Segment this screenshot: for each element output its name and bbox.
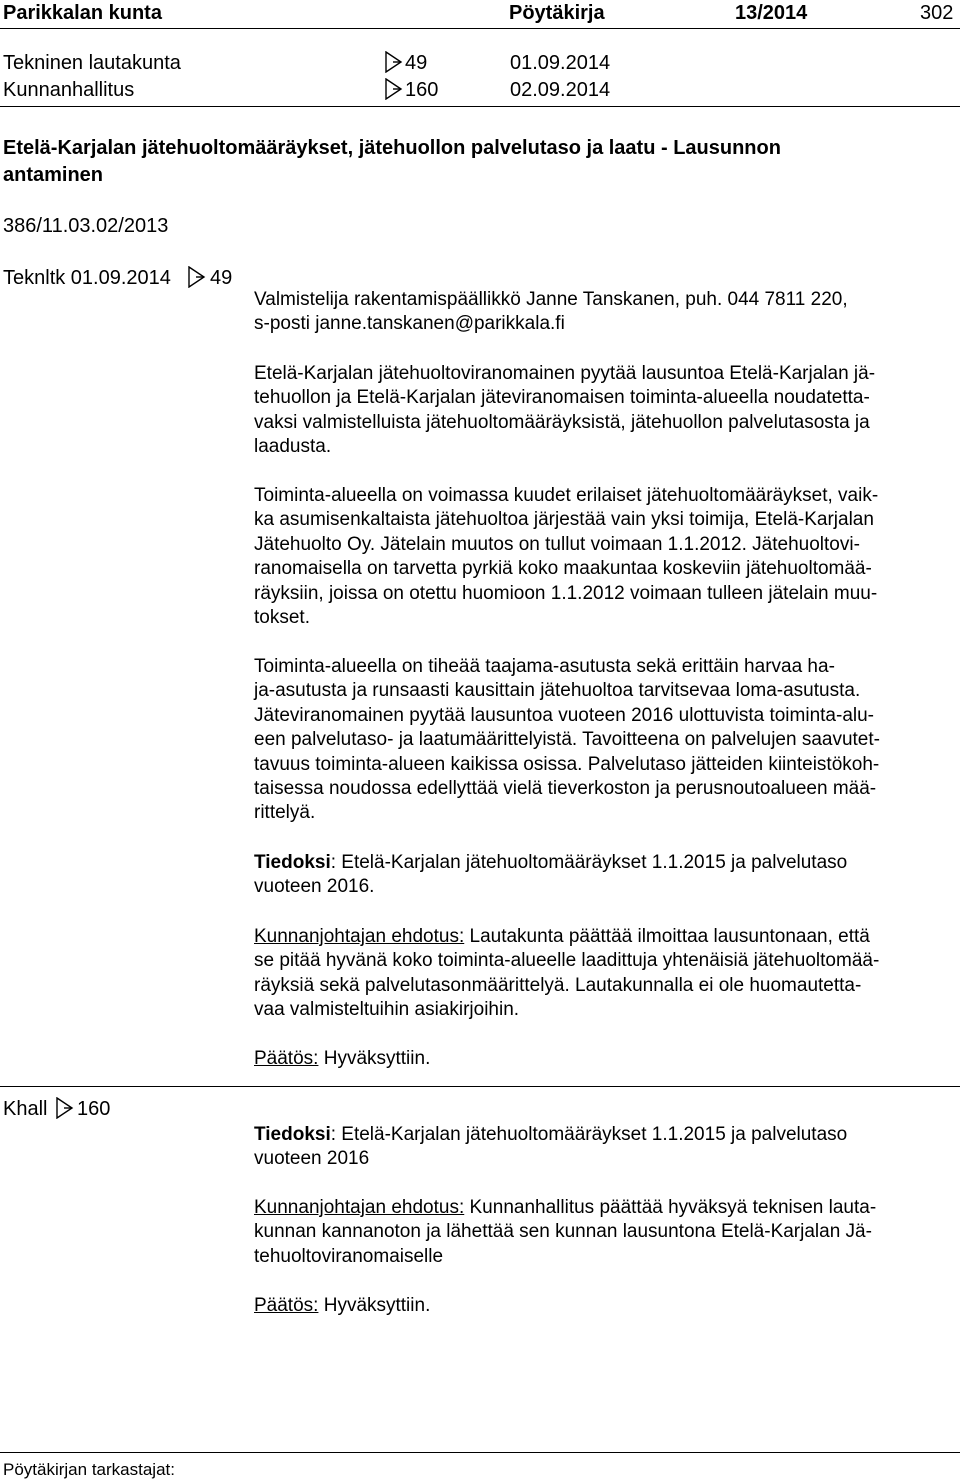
text-line: tokset.	[254, 606, 310, 628]
info-text: vuoteen 2016.	[254, 876, 375, 898]
tekn-section: 49	[210, 267, 233, 289]
decision-block	[254, 1294, 954, 1318]
doc-number: 13/2014	[735, 2, 808, 24]
meeting-date: 02.09.2014	[510, 79, 611, 101]
meeting-date: 01.09.2014	[510, 52, 611, 74]
meeting-section: 160	[405, 79, 439, 101]
proposal-text: tehuoltoviranomaiselle	[254, 1245, 444, 1267]
meeting-body: Tekninen lautakunta	[3, 52, 181, 74]
section-arrow-icon	[187, 266, 207, 288]
header-rule	[0, 28, 960, 29]
info-text: : Etelä-Karjalan jätehuoltomääräykset 1.1.2015 ja palvelutaso	[330, 1124, 848, 1145]
proposal-text: kunnan kannanoton ja lähettää sen kunnan lausuntona Etelä-Karjalan Jä-	[254, 1221, 872, 1243]
meeting-section: 49	[405, 52, 428, 74]
proposal-block	[254, 1196, 954, 1269]
text-line: tavuus toiminta-alueen kaikissa osissa. Palvelutaso jätteiden kiinteistökoh-	[254, 753, 880, 775]
text-line: taisessa noudossa edellyttää vielä tieverkoston ja perusnoutoalueen mää-	[254, 777, 877, 799]
text-line: laadusta.	[254, 436, 332, 458]
preparer-block	[254, 288, 954, 337]
section-rule	[0, 1086, 960, 1087]
info-block	[254, 851, 954, 900]
paragraph	[254, 655, 954, 826]
info-text: : Etelä-Karjalan jätehuoltomääräykset 1.1.2015 ja palvelutaso	[330, 852, 848, 873]
proposal-label: Kunnanjohtajan ehdotus:	[254, 926, 465, 947]
tekn-label: Teknltk 01.09.2014	[3, 267, 171, 289]
section-arrow-icon	[55, 1097, 75, 1119]
text-line: vaksi valmistelluista jätehuoltomääräyksistä, jätehuollon palvelutasosta ja	[254, 411, 870, 433]
text-line: Toiminta-alueella on voimassa kuudet erilaiset jätehuoltomääräykset, vaik-	[254, 485, 879, 506]
info-label: Tiedoksi	[254, 1124, 331, 1145]
preparer-line: s-posti janne.tanskanen@parikkala.fi	[254, 313, 565, 335]
paragraph	[254, 484, 954, 630]
preparer-line: Valmistelija rakentamispäällikkö Janne Tanskanen, puh. 044 7811 220,	[254, 289, 848, 310]
text-line: Jäteviranomainen pyytää lausuntoa vuoteen 2016 ulottuvista toiminta-alu-	[254, 704, 874, 726]
decision-block	[254, 1047, 954, 1071]
proposal-label: Kunnanjohtajan ehdotus:	[254, 1197, 465, 1218]
item-title-line: antaminen	[3, 164, 104, 186]
khall-label: Khall	[3, 1098, 48, 1120]
meetings-rule	[0, 106, 960, 107]
paragraph	[254, 362, 954, 460]
proposal-text: räyksiä sekä palvelutasonmäärittelyä. Lautakunnalla ei ole huomautetta-	[254, 974, 862, 996]
text-line: ranomaisella on tarvetta pyrkiä koko maakuntaa koskeviin jätehuoltomää-	[254, 558, 872, 580]
decision-label: Päätös:	[254, 1048, 319, 1069]
doc-type: Pöytäkirja	[509, 2, 605, 24]
decision-text: Hyväksyttiin.	[318, 1048, 431, 1069]
proposal-text: vaa valmisteltuihin asiakirjoihin.	[254, 999, 520, 1021]
proposal-text: Kunnanhallitus päättää hyväksyä teknisen lauta-	[464, 1197, 877, 1218]
text-line: Jätehuolto Oy. Jätelain muutos on tullut voimaan 1.1.2012. Jätehuoltovi-	[254, 533, 860, 555]
decision-label: Päätös:	[254, 1295, 319, 1316]
decision-text: Hyväksyttiin.	[318, 1295, 431, 1316]
item-title-line: Etelä-Karjalan jätehuoltomääräykset, jätehuollon palvelutaso ja laatu - Lausunnon	[3, 137, 781, 159]
meeting-body: Kunnanhallitus	[3, 79, 135, 101]
proposal-text: se pitää hyvänä koko toiminta-alueelle laadittuja yhtenäisiä jätehuoltomää-	[254, 950, 880, 972]
text-line: Toiminta-alueella on tiheää taajama-asutusta sekä erittäin harvaa ha-	[254, 656, 835, 677]
proposal-block	[254, 925, 954, 1023]
proposal-text: Lautakunta päättää ilmoittaa lausuntonaan, että	[464, 926, 870, 947]
record-number: 386/11.03.02/2013	[3, 215, 169, 237]
info-text: vuoteen 2016	[254, 1148, 370, 1170]
checkers-label: Pöytäkirjan tarkastajat:	[3, 1460, 175, 1479]
org-name: Parikkalan kunta	[3, 2, 162, 24]
text-line: ka asumisenkaltaista jätehuoltoa järjestää vain yksi toimija, Etelä-Karjalan	[254, 509, 874, 531]
text-line: Etelä-Karjalan jätehuoltoviranomainen pyytää lausuntoa Etelä-Karjalan jä-	[254, 363, 876, 384]
text-line: een palvelutaso- ja laatumäärittelyistä. Tavoitteena on palvelujen saavutet-	[254, 729, 880, 751]
page-number: 302	[920, 2, 954, 24]
text-line: rittelyä.	[254, 802, 316, 824]
section-arrow-icon	[384, 78, 404, 100]
info-label: Tiedoksi	[254, 852, 331, 873]
text-line: tehuollon ja Etelä-Karjalan jäteviranomaisen toiminta-alueella noudatetta-	[254, 387, 870, 409]
footer-rule	[0, 1452, 960, 1453]
khall-section: 160	[77, 1098, 111, 1120]
text-line: ja-asutusta ja runsaasti kausittain jätehuoltoa tarvitsevaa loma-asutusta.	[254, 680, 861, 702]
text-line: räyksiin, joissa on otettu huomioon 1.1.2012 voimaan tulleen jätelain muu-	[254, 582, 878, 604]
info-block	[254, 1123, 954, 1172]
section-arrow-icon	[384, 51, 404, 73]
